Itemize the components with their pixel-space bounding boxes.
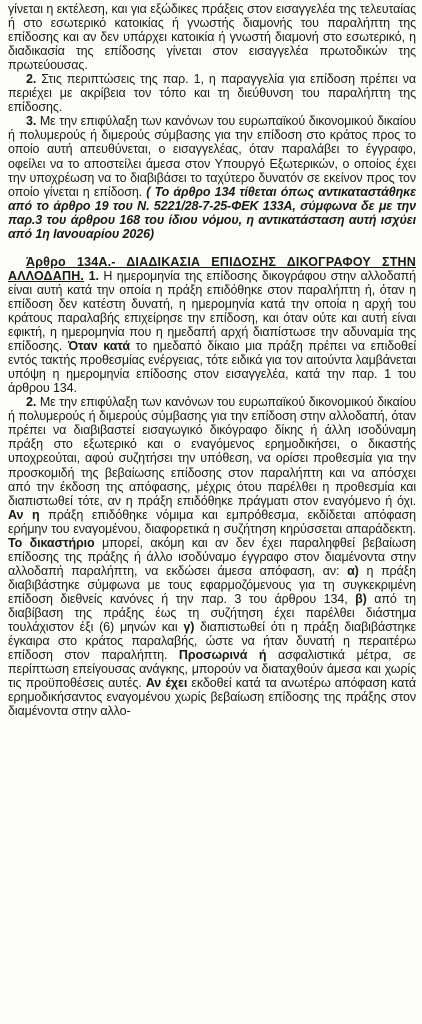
article-134-continuation: γίνεται η εκτέλεση, και για εξώδικες πράξεις στον εισαγγελέα της τελευταίας ή στο εσωτερικό κατοικίας ή γνωστής διαμονής του παραλήπτη της επίδοσης και αν δεν υπάρχει κατοικία ή γνωστή διαμονή στο εσωτερικό, η διαδικασία της επίδοσης γίνεται στον εισαγγελέα πρωτοδικών της πρωτεύουσας. bbox=[8, 2, 416, 73]
emphasis-text: Το δικαστήριο bbox=[8, 535, 95, 550]
article-134-paragraph-2 bbox=[8, 72, 416, 114]
paragraph-text: διαπιστωθεί ότι η πράξη διαβιβάστηκε έγκαιρα στο κράτος παραλαβής, ώστε να ήταν δυνατή η περαιτέρω επίδοση στον παραλήπτη. bbox=[8, 620, 416, 663]
article-134-paragraph-3 bbox=[8, 114, 416, 240]
paragraph-text: Με την επιφύλαξη των κανόνων του ευρωπαϊκού δικονομικού δικαίου ή πολυμερούς ή διμερούς σύμβασης για την επίδοση στην αλλοδαπή, όταν πρέπει να διαβιβαστεί εισαγωγικό δικόγραφο δίκης ή άλλη ισοδύναμη πράξη στο εξωτερικό και ο εναγόμενος ερημοδικήσει, ο δικαστής υποχρεούται, αφού συζητήσει την υπόθεση, να ορίσει προθεσμία για την προσκομιδή της βεβαίωσης επίδοσης στον παραλήπτη και να απόσχει από την έκδοση της απόφασης, μέχρις ότου παρέλθει η προθεσμία και διαπιστωθεί τότε, αν η πράξη επιδόθηκε πράγματι στον εναγόμενο ή όχι. bbox=[8, 395, 416, 508]
paragraph-text: Με την επιφύλαξη των κανόνων του ευρωπαϊκού δικονομικού δικαίου ή πολυμερούς ή διμερούς σύμβασης για την επίδοση στο κράτος προς το οποίο αυτή απευθύνεται, ο εισαγγελέας, όταν παραλάβει το έγγραφο, οφείλει να το αποστείλει άμεσα στον Υπουργό Εξωτερικών, ο οποίος έχει την υποχρέωση να το διαβιβάσει το ταχύτερο δυνατόν σε εκείνον προς τον οποίο γίνεται η επίδοση. bbox=[8, 114, 416, 199]
article-heading: Άρθρο 134Α.- ΔΙΑΔΙΚΑΣΙΑ ΕΠΙΔΟΣΗΣ ΔΙΚΟΓΡΑΦΟΥ ΣΤΗΝ ΑΛΛΟΔΑΠΗ. bbox=[8, 254, 416, 283]
amendment-note: ( Το άρθρο 134 τίθεται όπως αντικαταστάθηκε από το άρθρο 19 του Ν. 5221/28-7-25-ΦΕΚ 133Α, σύμφωνα δε με την παρ.3 του άρθρου 168 του ίδιου νόμου, η αντικατάσταση αυτή ισχύει από 1η Ιανουαρίου 2026) bbox=[8, 184, 416, 241]
paragraph-number: 2. bbox=[26, 395, 37, 410]
emphasis-text: Αν η bbox=[8, 507, 40, 522]
paragraph-number: 2. bbox=[26, 72, 37, 87]
legal-text bbox=[8, 2, 416, 718]
paragraph-text: πράξη επιδόθηκε νόμιμα και εμπρόθεσμα, εκδίδεται απόφαση ερήμην του εναγομένου, διαφορετικά η συζήτηση κηρύσσεται απαράδεκτη. bbox=[8, 507, 417, 536]
paragraph-text: εκδοθεί κατά τα ανωτέρω απόφαση κατά ερημοδικήσαντος εναγομένου χωρίς βεβαίωση επίδοσης της πράξης στον διαμένοντα στην αλλο- bbox=[8, 676, 417, 719]
article-134a-paragraph-1 bbox=[8, 255, 416, 395]
list-marker-c: γ) bbox=[183, 620, 195, 635]
article-134a-paragraph-2 bbox=[8, 395, 416, 718]
spacer bbox=[8, 241, 416, 255]
paragraph-text: η πράξη διαβιβάστηκε σύμφωνα με τους εφαρμοζόμενους για τη συγκεκριμένη επίδοση διεθνείς κανόνες ή την παρ. 3 του άρθρου 134, bbox=[8, 563, 416, 606]
list-marker-a: α) bbox=[347, 563, 359, 578]
emphasis-text: Όταν κατά bbox=[67, 339, 130, 354]
paragraph-text: Η ημερομηνία της επίδοσης δικογράφου στην αλλοδαπή είναι αυτή κατά την οποία η πράξη επιδόθηκε στον παραλήπτη ή, όταν η επίδοση δεν κατέστη δυνατή, η ημερομηνία κατά την οποία η αρχή του κράτους παραλαβής επιχείρησε την επίδοση, και όταν ούτε και αυτή είναι εφικτή, η ημερομηνία που η ημεδαπή αρχή διαπίστωσε την αδυναμία της επίδοσης. bbox=[8, 268, 416, 354]
paragraph-text: Στις περιπτώσεις της παρ. 1, η παραγγελία για επίδοση πρέπει να περιέχει με ακρίβεια τον τόπο και τη διεύθυνση του παραλήπτη της επίδοσης. bbox=[8, 72, 416, 115]
list-marker-b: β) bbox=[355, 591, 367, 606]
paragraph-text: μπορεί, ακόμη και αν δεν έχει παραληφθεί βεβαίωση επίδοσης της πράξης ή άλλο ισοδύναμο έγγραφο στον διαμένοντα στην αλλοδαπή παραλήπτη, να εκδώσει άμεσα απόφαση, αν: bbox=[8, 535, 416, 578]
emphasis-text: Προσωρινά ή bbox=[178, 648, 267, 663]
paragraph-text: το ημεδαπό δίκαιο μια πράξη πρέπει να επιδοθεί εντός τακτής προθεσμίας ενέργειας, τότε ειδικά για τον αιτούντα λαμβάνεται υπόψη η ημερομηνία επίδοσης στον εισαγγελέα, κατά την παρ. 1 του άρθρου 134. bbox=[8, 339, 416, 396]
paragraph-text: ασφαλιστικά μέτρα, σε περίπτωση επείγουσας ανάγκης, μπορούν να διαταχθούν άμεσα και χωρίς τις προϋποθέσεις αυτές. bbox=[8, 648, 416, 691]
emphasis-text: Αν έχει bbox=[145, 676, 188, 691]
paragraph-number: 3. bbox=[26, 114, 37, 129]
paragraph-number: 1. bbox=[84, 268, 99, 283]
paragraph-text: από τη διαβίβαση της πράξης έως τη συζήτηση έχει παρέλθει διάστημα τουλάχιστον έξι (6) μηνών και bbox=[8, 591, 416, 635]
